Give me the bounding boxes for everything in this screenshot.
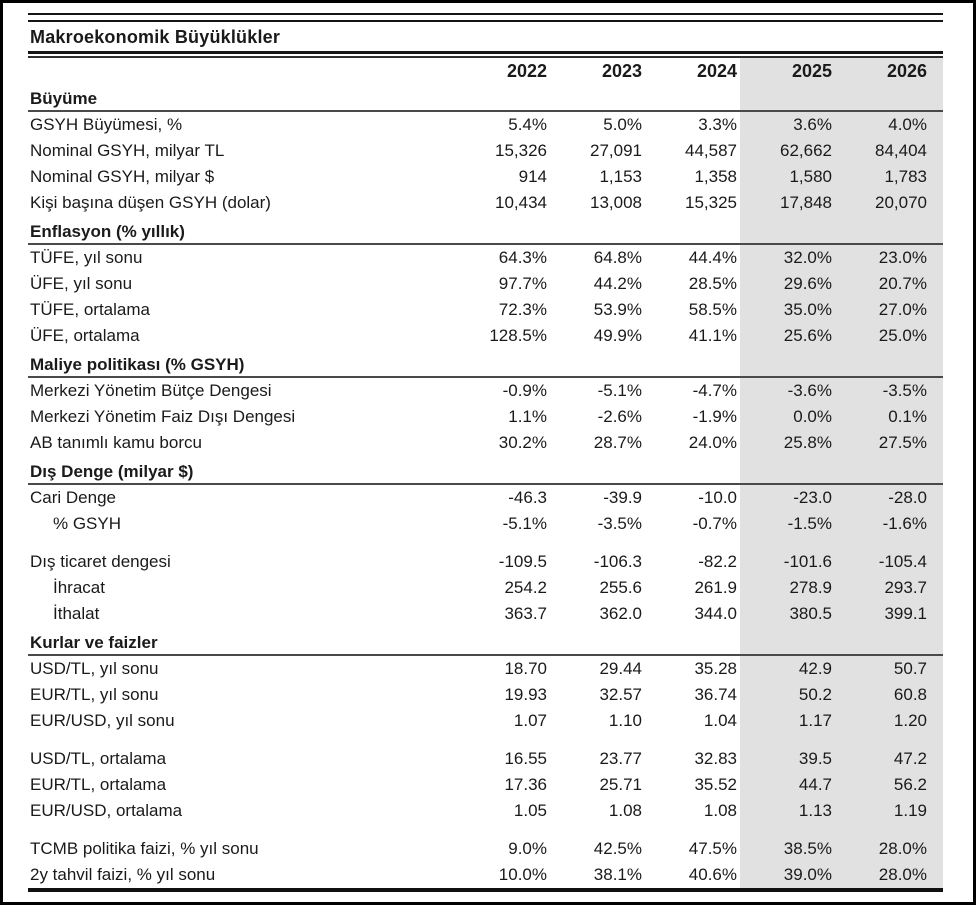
cell-2023: 32.57 <box>599 685 642 704</box>
row-label: TCMB politika faizi, % yıl sonu <box>30 839 259 858</box>
cell-2022: 64.3% <box>498 248 547 267</box>
section-kurlar-faizler <box>28 633 943 888</box>
table-row <box>28 485 943 511</box>
cell-2025: 35.0% <box>783 300 832 319</box>
cell-2022: 30.2% <box>498 433 547 452</box>
table-row <box>28 746 943 772</box>
year-header-2025: 2025 <box>791 61 832 81</box>
table-row <box>28 511 943 537</box>
cell-2023: -5.1% <box>597 381 642 400</box>
cell-2025: 32.0% <box>783 248 832 267</box>
section-header: Büyüme <box>28 89 943 112</box>
row-label: Kişi başına düşen GSYH (dolar) <box>30 193 271 212</box>
cell-2025: -1.5% <box>787 514 832 533</box>
cell-2023: 49.9% <box>593 326 642 345</box>
cell-2022: 17.36 <box>504 775 547 794</box>
year-header-2024: 2024 <box>696 61 737 81</box>
cell-2026: 20.7% <box>878 274 927 293</box>
cell-2025: 25.8% <box>783 433 832 452</box>
cell-2024: -4.7% <box>692 381 737 400</box>
cell-2024: 36.74 <box>694 685 737 704</box>
cell-2022: -109.5 <box>498 552 547 571</box>
cell-2022: 128.5% <box>489 326 547 345</box>
cell-2025: 62,662 <box>780 141 832 160</box>
row-label: ÜFE, ortalama <box>30 326 140 345</box>
cell-2022: 15,326 <box>495 141 547 160</box>
row-label: Merkezi Yönetim Faiz Dışı Dengesi <box>30 407 296 426</box>
cell-2023: -3.5% <box>597 514 642 533</box>
cell-2026: 50.7 <box>893 659 927 678</box>
table-row <box>28 836 943 862</box>
cell-2025: 1.17 <box>798 711 832 730</box>
cell-2024: 41.1% <box>688 326 737 345</box>
section-header: Kurlar ve faizler <box>28 633 943 656</box>
cell-2026: 399.1 <box>884 604 927 623</box>
cell-2024: 3.3% <box>698 115 737 134</box>
cell-2022: 363.7 <box>504 604 547 623</box>
cell-2025: 42.9 <box>798 659 832 678</box>
cell-2024: 261.9 <box>694 578 737 597</box>
cell-2023: 42.5% <box>593 839 642 858</box>
cell-2024: 40.6% <box>688 865 737 884</box>
row-label: GSYH Büyümesi, % <box>30 115 183 134</box>
cell-2023: 5.0% <box>603 115 642 134</box>
cell-2025: 17,848 <box>780 193 832 212</box>
cell-2025: 380.5 <box>789 604 832 623</box>
row-label: USD/TL, ortalama <box>30 749 167 768</box>
cell-2026: 20,070 <box>875 193 927 212</box>
cell-2026: -28.0 <box>888 488 927 507</box>
cell-2022: -46.3 <box>508 488 547 507</box>
cell-2024: 24.0% <box>688 433 737 452</box>
table-row <box>28 297 943 323</box>
cell-2026: -105.4 <box>878 552 927 571</box>
row-label: Nominal GSYH, milyar TL <box>30 141 225 160</box>
cell-2023: 255.6 <box>599 578 642 597</box>
cell-2025: 39.0% <box>783 865 832 884</box>
cell-2022: 16.55 <box>504 749 547 768</box>
row-label: Cari Denge <box>30 488 116 507</box>
row-label: EUR/TL, yıl sonu <box>30 685 159 704</box>
cell-2026: 293.7 <box>884 578 927 597</box>
cell-2025: 3.6% <box>793 115 832 134</box>
row-label: USD/TL, yıl sonu <box>30 659 159 678</box>
cell-2022: 10,434 <box>495 193 547 212</box>
cell-2024: 28.5% <box>688 274 737 293</box>
table-row <box>28 430 943 456</box>
cell-2024: 44.4% <box>688 248 737 267</box>
section-dis-denge <box>28 462 943 627</box>
cell-2026: 56.2 <box>893 775 927 794</box>
table-row <box>28 404 943 430</box>
cell-2026: -1.6% <box>882 514 927 533</box>
table-row <box>28 862 943 888</box>
cell-2026: 1,783 <box>884 167 927 186</box>
cell-2026: 60.8 <box>893 685 927 704</box>
table-row <box>28 575 943 601</box>
cell-2025: 0.0% <box>793 407 832 426</box>
cell-2023: 23.77 <box>599 749 642 768</box>
cell-2022: -5.1% <box>502 514 547 533</box>
table-row <box>28 112 943 138</box>
cell-2026: -3.5% <box>882 381 927 400</box>
row-label: EUR/USD, ortalama <box>30 801 183 820</box>
cell-2023: 53.9% <box>593 300 642 319</box>
row-label: ÜFE, yıl sonu <box>30 274 133 293</box>
cell-2023: 25.71 <box>599 775 642 794</box>
cell-2024: -10.0 <box>698 488 737 507</box>
cell-2026: 27.5% <box>878 433 927 452</box>
cell-2024: 32.83 <box>694 749 737 768</box>
cell-2025: 25.6% <box>783 326 832 345</box>
row-label: Dış ticaret dengesi <box>30 552 171 571</box>
cell-2026: 1.20 <box>893 711 927 730</box>
cell-2024: 1.08 <box>703 801 737 820</box>
row-label: İhracat <box>53 578 105 597</box>
section-header: Dış Denge (milyar $) <box>28 462 943 485</box>
cell-2026: 27.0% <box>878 300 927 319</box>
cell-2023: 64.8% <box>593 248 642 267</box>
section-maliye <box>28 355 943 456</box>
table-row <box>28 601 943 627</box>
cell-2025: 278.9 <box>789 578 832 597</box>
cell-2023: -2.6% <box>597 407 642 426</box>
table-row <box>28 164 943 190</box>
cell-2024: 1,358 <box>694 167 737 186</box>
cell-2022: 254.2 <box>504 578 547 597</box>
macro-table <box>28 13 943 892</box>
table-row <box>28 323 943 349</box>
cell-2022: 10.0% <box>498 865 547 884</box>
cell-2022: 1.1% <box>508 407 547 426</box>
cell-2024: 35.28 <box>694 659 737 678</box>
cell-2022: 18.70 <box>504 659 547 678</box>
cell-2025: 1.13 <box>798 801 832 820</box>
cell-2023: 28.7% <box>593 433 642 452</box>
section-header: Maliye politikası (% GSYH) <box>28 355 943 378</box>
cell-2024: 344.0 <box>694 604 737 623</box>
cell-2024: -0.7% <box>692 514 737 533</box>
cell-2022: 72.3% <box>498 300 547 319</box>
cell-2024: 15,325 <box>685 193 737 212</box>
cell-2024: 1.04 <box>703 711 737 730</box>
cell-2024: 35.52 <box>694 775 737 794</box>
cell-2025: -3.6% <box>787 381 832 400</box>
section-header: Enflasyon (% yıllık) <box>28 222 943 245</box>
section-buyume <box>28 89 943 216</box>
cell-2026: 28.0% <box>878 839 927 858</box>
cell-2022: 97.7% <box>498 274 547 293</box>
cell-2023: 1,153 <box>599 167 642 186</box>
bottom-rule <box>28 888 943 892</box>
cell-2025: -101.6 <box>783 552 832 571</box>
cell-2026: 0.1% <box>888 407 927 426</box>
cell-2025: 38.5% <box>783 839 832 858</box>
cell-2023: 29.44 <box>599 659 642 678</box>
row-label: 2y tahvil faizi, % yıl sonu <box>30 865 216 884</box>
row-spacer <box>28 824 943 836</box>
cell-2022: 19.93 <box>504 685 547 704</box>
cell-2025: 1,580 <box>789 167 832 186</box>
year-header-row <box>28 58 943 89</box>
row-label: TÜFE, ortalama <box>30 300 150 319</box>
cell-2023: 44.2% <box>593 274 642 293</box>
cell-2023: 1.08 <box>608 801 642 820</box>
row-spacer <box>28 537 943 549</box>
cell-2026: 47.2 <box>893 749 927 768</box>
cell-2022: 5.4% <box>508 115 547 134</box>
cell-2023: 1.10 <box>608 711 642 730</box>
cell-2023: 27,091 <box>590 141 642 160</box>
cell-2022: 1.07 <box>513 711 547 730</box>
year-header-2026: 2026 <box>886 61 927 81</box>
table-row <box>28 138 943 164</box>
table-row <box>28 656 943 682</box>
table-row <box>28 245 943 271</box>
row-label: AB tanımlı kamu borcu <box>30 433 202 452</box>
table-row <box>28 378 943 404</box>
row-label: % GSYH <box>53 514 122 533</box>
cell-2023: -39.9 <box>603 488 642 507</box>
cell-2026: 28.0% <box>878 865 927 884</box>
cell-2023: -106.3 <box>593 552 642 571</box>
top-double-rule <box>28 13 943 22</box>
cell-2026: 84,404 <box>875 141 927 160</box>
row-spacer <box>28 734 943 746</box>
cell-2024: 47.5% <box>688 839 737 858</box>
section-enflasyon <box>28 222 943 349</box>
cell-2024: -82.2 <box>698 552 737 571</box>
cell-2023: 362.0 <box>599 604 642 623</box>
table-row <box>28 682 943 708</box>
cell-2025: -23.0 <box>793 488 832 507</box>
row-label: Nominal GSYH, milyar $ <box>30 167 215 186</box>
row-label: TÜFE, yıl sonu <box>30 248 143 267</box>
table-row <box>28 549 943 575</box>
table-row <box>28 798 943 824</box>
cell-2023: 38.1% <box>593 865 642 884</box>
cell-2022: 1.05 <box>513 801 547 820</box>
cell-2024: -1.9% <box>692 407 737 426</box>
year-header-2023: 2023 <box>601 61 642 81</box>
cell-2022: -0.9% <box>502 381 547 400</box>
year-header-2022: 2022 <box>506 61 547 81</box>
cell-2025: 44.7 <box>798 775 832 794</box>
table-row <box>28 772 943 798</box>
cell-2026: 25.0% <box>878 326 927 345</box>
title-rule-thick <box>28 51 943 54</box>
table-row <box>28 271 943 297</box>
cell-2024: 44,587 <box>685 141 737 160</box>
cell-2022: 9.0% <box>508 839 547 858</box>
cell-2022: 914 <box>518 167 547 186</box>
row-label: İthalat <box>53 604 100 623</box>
cell-2023: 13,008 <box>590 193 642 212</box>
table-grid <box>28 58 943 892</box>
cell-2026: 4.0% <box>888 115 927 134</box>
cell-2024: 58.5% <box>688 300 737 319</box>
table-row <box>28 708 943 734</box>
cell-2026: 1.19 <box>893 801 927 820</box>
cell-2025: 29.6% <box>783 274 832 293</box>
row-label: Merkezi Yönetim Bütçe Dengesi <box>30 381 272 400</box>
cell-2026: 23.0% <box>878 248 927 267</box>
cell-2025: 39.5 <box>798 749 832 768</box>
table-title: Makroekonomik Büyüklükler <box>30 27 281 47</box>
row-label: EUR/TL, ortalama <box>30 775 167 794</box>
table-row <box>28 190 943 216</box>
row-label: EUR/USD, yıl sonu <box>30 711 175 730</box>
cell-2025: 50.2 <box>798 685 832 704</box>
